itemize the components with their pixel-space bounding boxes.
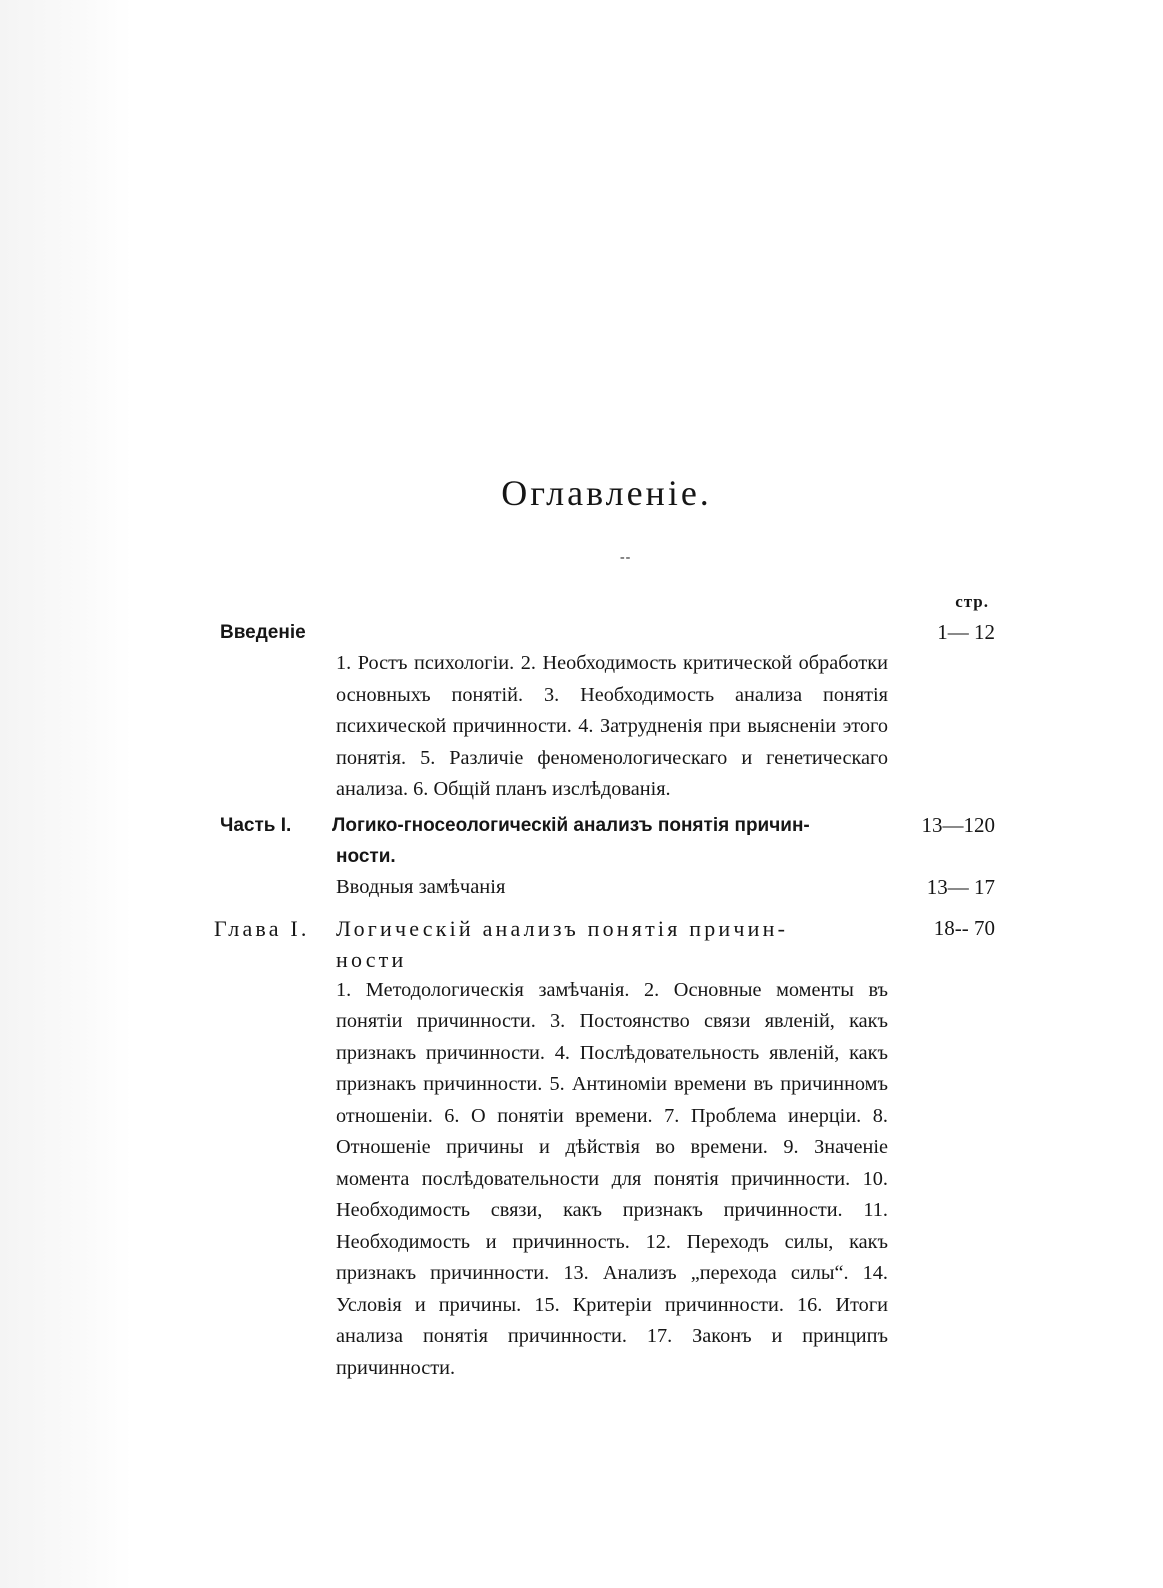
- pages-column-header: стр.: [955, 592, 989, 611]
- entry-label: Введеніе: [220, 622, 306, 643]
- entry-title-continued: ности: [336, 946, 407, 972]
- entry-description-intro: 1. Ростъ психологіи. 2. Необходимость критической обработки основныхъ понятій. 3. Необходимость анализа понятія психической причинности. 4. Затрудненія при выясненіи этого понятія. 5. Различіе феноменологическаго и генетическаго анализа. 6. Общій планъ изслѣдованія.: [336, 652, 888, 800]
- entry-pages: 13—120: [921, 812, 995, 837]
- table-of-contents: [214, 617, 1020, 1384]
- toc-entry-intro: [220, 617, 1020, 648]
- scan-edge-shadow: [0, 0, 132, 1588]
- entry-pages: 13— 17: [926, 874, 995, 899]
- title-ornament: --: [620, 550, 632, 565]
- entry-description-chapter1: 1. Методологическія замѣчанія. 2. Основные моменты въ понятіи причинности. 3. Постоянство связи явленій, какъ признакъ причинности. 4. Послѣдовательность явленій, какъ признакъ причинности. 5. Антиноміи времени въ причинномъ отношеніи. 6. О понятіи времени. 7. Проблема инерціи. 8. Отношеніе причины и дѣйствія во времени. 9. Значеніе момента послѣдовательности для понятія причинности. 10. Необходимость связи, какъ признакъ причинности. 11. Необходимость и причинность. 12. Переходъ силы, какъ признакъ причинности. 13. Анализъ „перехода силы“. 14. Условія и причины. 15. Критеріи причинности. 16. Итоги анализа понятія причинности. 17. Законъ и принципъ причинности.: [336, 978, 888, 1379]
- toc-entry-part1: [220, 810, 1020, 872]
- entry-title: Логическій анализъ понятія причин-: [336, 915, 789, 941]
- page-title: Оглавленіе.: [501, 473, 712, 513]
- toc-entry-chapter1: [214, 913, 1014, 975]
- entry-label: Часть I.: [220, 814, 292, 836]
- entry-title: Логико-гносеологическій анализъ понятія причин-: [332, 814, 810, 836]
- entry-title-continued: ности.: [336, 845, 396, 867]
- entry-pages: 1— 12: [937, 620, 995, 644]
- entry-pages: 18-- 70: [933, 915, 995, 940]
- entry-label: Глава I.: [214, 915, 310, 941]
- entry-label: Вводныя замѣчанія: [336, 875, 506, 898]
- toc-entry-intro-remarks: [220, 872, 1020, 903]
